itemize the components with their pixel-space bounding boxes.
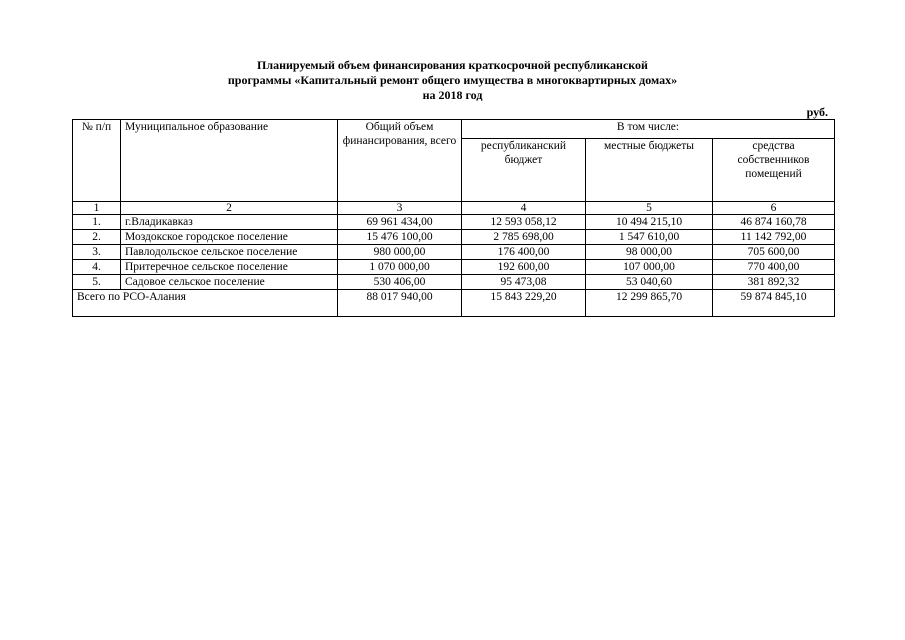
total-local: 12 299 865,70 [586,290,713,317]
row-republic: 176 400,00 [462,245,586,260]
column-index-row [73,202,835,215]
row-owners: 46 874 160,78 [713,215,835,230]
row-num: 2. [73,230,121,245]
header-local: местные бюджеты [586,139,713,202]
row-local: 1 547 610,00 [586,230,713,245]
row-name: Притеречное сельское поселение [121,260,338,275]
row-owners: 770 400,00 [713,260,835,275]
index-cell: 2 [121,202,338,215]
table-row [73,260,835,275]
row-republic: 192 600,00 [462,260,586,275]
total-label: Всего по РСО-Алания [73,290,338,317]
table-row [73,215,835,230]
total-republic: 15 843 229,20 [462,290,586,317]
row-name: Садовое сельское поселение [121,275,338,290]
title-line-3: на 2018 год [422,88,483,102]
index-cell: 5 [586,202,713,215]
row-local: 53 040,60 [586,275,713,290]
total-owners: 59 874 845,10 [713,290,835,317]
row-total: 530 406,00 [338,275,462,290]
row-total: 15 476 100,00 [338,230,462,245]
row-name: г.Владикавказ [121,215,338,230]
header-num: № п/п [73,120,121,202]
row-local: 107 000,00 [586,260,713,275]
row-owners: 705 600,00 [713,245,835,260]
header-municipality: Муниципальное образование [121,120,338,202]
row-num: 5. [73,275,121,290]
title-line-2: программы «Капитальный ремонт общего имущества в многоквартирных домах» [227,73,678,87]
row-owners: 11 142 792,00 [713,230,835,245]
header-total: Общий объем финансирования, всего [338,120,462,202]
row-name: Моздокское городское поселение [121,230,338,245]
row-republic: 95 473,08 [462,275,586,290]
total-sum: 88 017 940,00 [338,290,462,317]
row-local: 98 000,00 [586,245,713,260]
row-total: 980 000,00 [338,245,462,260]
header-owners: средства собственников помещений [713,139,835,202]
index-cell: 6 [713,202,835,215]
row-num: 3. [73,245,121,260]
document-title [0,58,905,103]
row-owners: 381 892,32 [713,275,835,290]
header-including: В том числе: [462,120,835,139]
header-republic: республиканский бюджет [462,139,586,202]
title-line-1: Планируемый объем финансирования краткосрочной республиканской [257,58,648,72]
total-row [73,290,835,317]
table-row [73,275,835,290]
row-num: 1. [73,215,121,230]
header-row-1 [73,120,835,139]
row-name: Павлодольское сельское поселение [121,245,338,260]
row-num: 4. [73,260,121,275]
row-local: 10 494 215,10 [586,215,713,230]
row-total: 69 961 434,00 [338,215,462,230]
index-cell: 1 [73,202,121,215]
table-row [73,245,835,260]
currency-unit: руб. [806,105,828,119]
index-cell: 3 [338,202,462,215]
row-total: 1 070 000,00 [338,260,462,275]
row-republic: 2 785 698,00 [462,230,586,245]
row-republic: 12 593 058,12 [462,215,586,230]
index-cell: 4 [462,202,586,215]
financing-table [72,119,835,317]
table-row [73,230,835,245]
